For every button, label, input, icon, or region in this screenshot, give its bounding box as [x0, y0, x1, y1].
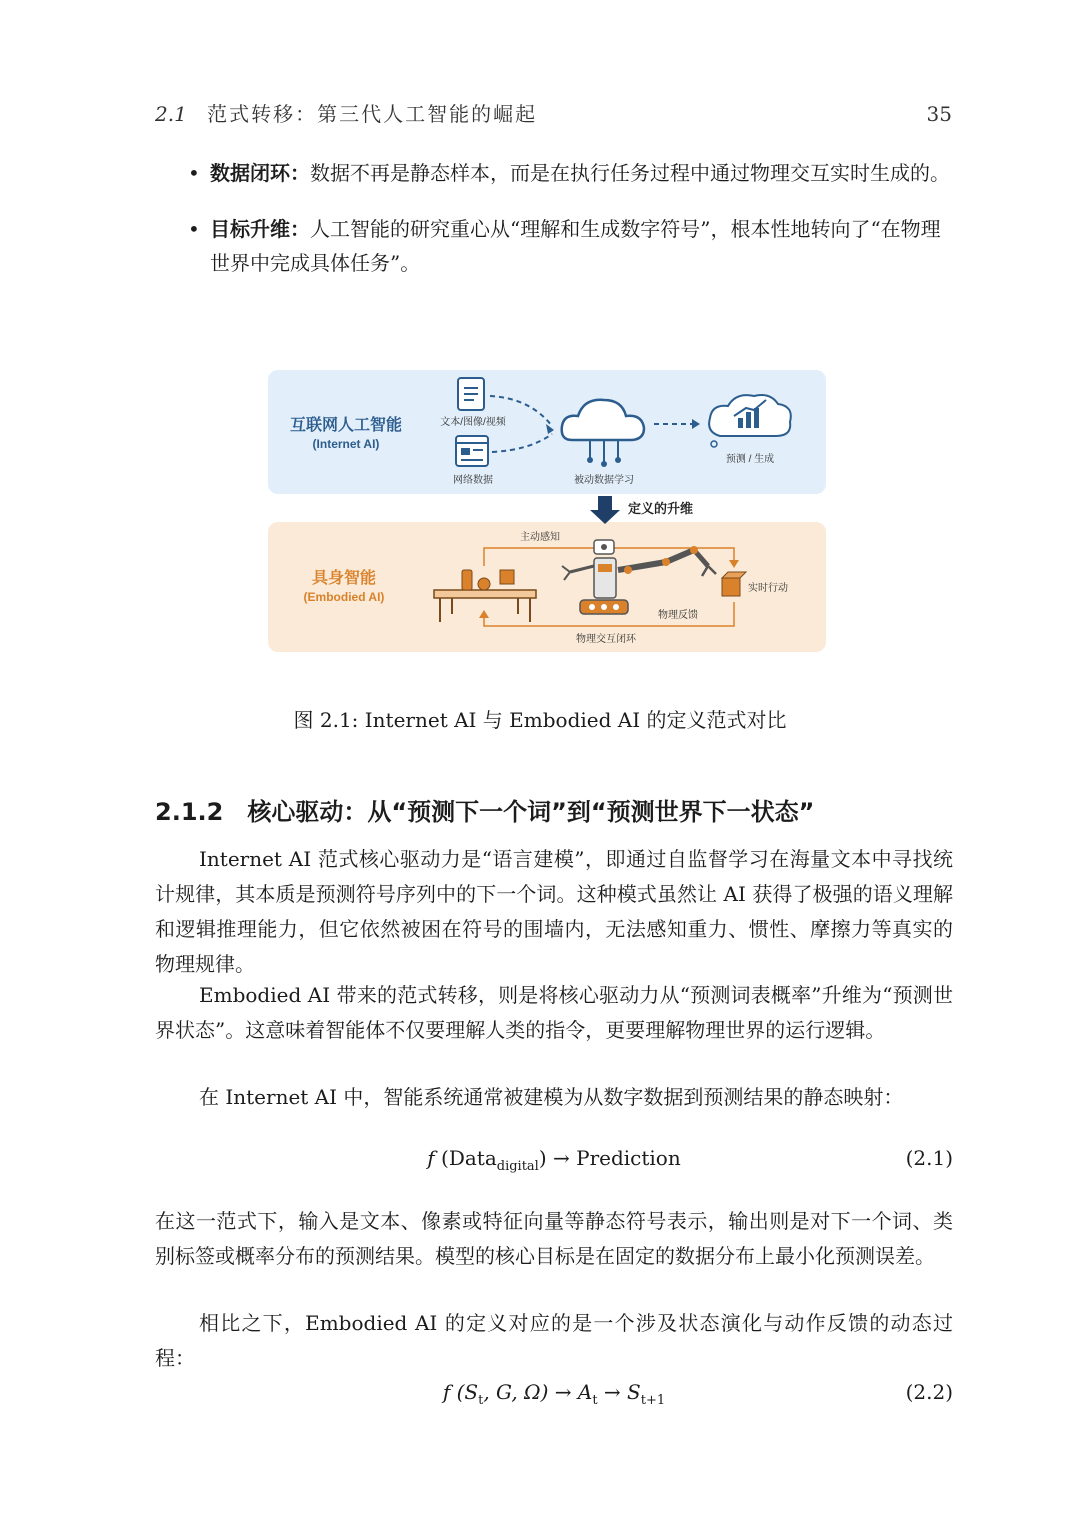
- figure-caption: 图 2.1: Internet AI 与 Embodied AI 的定义范式对比: [293, 708, 787, 732]
- cube-icon: [722, 572, 746, 596]
- predict-generate-label: 预测 / 生成: [725, 454, 775, 465]
- upgrade-label: 定义的升维: [628, 501, 694, 516]
- paragraph: 相比之下，Embodied AI 的定义对应的是一个涉及状态演化与动作反馈的动态过程：: [155, 1311, 953, 1370]
- eq-part: (Data: [434, 1146, 497, 1170]
- equation-body: [155, 1146, 953, 1174]
- arrow-head: [692, 419, 700, 429]
- web-page-icon: [456, 436, 488, 466]
- equation-body: [155, 1380, 953, 1408]
- thought-cloud-chart-icon: [709, 395, 791, 447]
- upgrade-arrow-icon: [590, 496, 620, 524]
- eq-part: ) → Prediction: [538, 1146, 681, 1170]
- running-header: [155, 98, 952, 127]
- internet-ai-subtitle: (Internet AI): [312, 437, 380, 451]
- interaction-loop-label: 物理交互闭环: [576, 634, 636, 645]
- embodied-ai-title: 具身智能: [311, 570, 377, 587]
- bullet-text: 人工智能的研究重心从“理解和生成数字符号”，根本性地转向了“在物理世界中完成具体任务”。: [210, 217, 941, 275]
- header-section-number: 2.1: [155, 102, 187, 126]
- paragraph: 在 Internet AI 中，智能系统通常被建模为从数字数据到预测结果的静态映射：: [199, 1085, 904, 1109]
- paragraph: Embodied AI 带来的范式转移，则是将核心驱动力从“预测词表概率”升维为“预测世界状态”。这意味着智能体不仅要理解人类的指令，更要理解物理世界的运行逻辑。: [155, 983, 953, 1042]
- eq-function: f: [427, 1146, 435, 1170]
- equation-number: (2.1): [905, 1146, 953, 1170]
- document-icon: [458, 378, 484, 410]
- robotic-arm-icon: [618, 546, 716, 576]
- text-image-video-label: 文本/图像/视频: [440, 417, 506, 428]
- eq-subscript: t+1: [640, 1393, 666, 1408]
- bullet-item: [180, 212, 952, 280]
- bullet-dot: •: [188, 161, 200, 185]
- arrow-head: [479, 610, 489, 618]
- eq-part: → S: [597, 1380, 641, 1404]
- section-title: 核心驱动：从“预测下一个词”到“预测世界下一状态”: [247, 798, 815, 826]
- paragraph: 在这一范式下，输入是文本、像素或特征向量等静态符号表示，输出则是对下一个词、类别标签或概率分布的预测结果。模型的核心目标是在固定的数据分布上最小化预测误差。: [155, 1209, 953, 1268]
- dashed-arrow: [492, 434, 552, 452]
- embodied-ai-subtitle: (Embodied AI): [303, 590, 385, 604]
- eq-function: f: [442, 1380, 451, 1404]
- paragraph: Internet AI 范式核心驱动力是“语言建模”，即通过自监督学习在海量文本中寻找统计规律，其本质是预测符号序列中的下一个词。这种模式虽然让 AI 获得了极强的语义理解和逻辑推理能力，但它依然被困在符号的围墙内，无法感知重力、惯性、摩擦力等真实的物理规律。: [155, 847, 953, 976]
- active-perception-label: 主动感知: [520, 532, 560, 543]
- bullet-list: [180, 156, 952, 302]
- section-heading: [155, 792, 814, 827]
- internet-ai-title: 互联网人工智能: [289, 417, 403, 434]
- eq-part: , G, Ω) → A: [483, 1380, 593, 1404]
- section-number: 2.1.2: [155, 798, 224, 826]
- passive-learning-label: 被动数据学习: [574, 475, 634, 486]
- physical-feedback-label: 物理反馈: [658, 610, 698, 621]
- bullet-item: [180, 156, 952, 190]
- eq-subscript: t: [478, 1393, 484, 1408]
- eq-subscript: digital: [496, 1159, 539, 1174]
- arrow-head: [546, 424, 554, 434]
- equation-number: (2.2): [905, 1380, 953, 1404]
- figure-svg: [268, 370, 828, 652]
- web-data-label: 网络数据: [453, 475, 493, 486]
- realtime-action-label: 实时行动: [748, 583, 788, 594]
- cloud-icon: [562, 400, 644, 467]
- eq-subscript: t: [592, 1393, 598, 1408]
- header-title: 范式转移：第三代人工智能的崛起: [207, 102, 538, 126]
- header-left: [155, 98, 537, 127]
- figure-diagram: [268, 370, 828, 652]
- page-number: 35: [926, 102, 952, 126]
- bullet-term: 数据闭环：: [210, 161, 310, 185]
- bullet-term: 目标升维：: [210, 217, 310, 241]
- arrow-head: [729, 560, 739, 568]
- eq-part: (S: [450, 1380, 479, 1404]
- robot-icon: [562, 540, 628, 614]
- bullet-dot: •: [188, 217, 200, 241]
- bullet-text: 数据不再是静态样本，而是在执行任务过程中通过物理交互实时生成的。: [310, 161, 950, 185]
